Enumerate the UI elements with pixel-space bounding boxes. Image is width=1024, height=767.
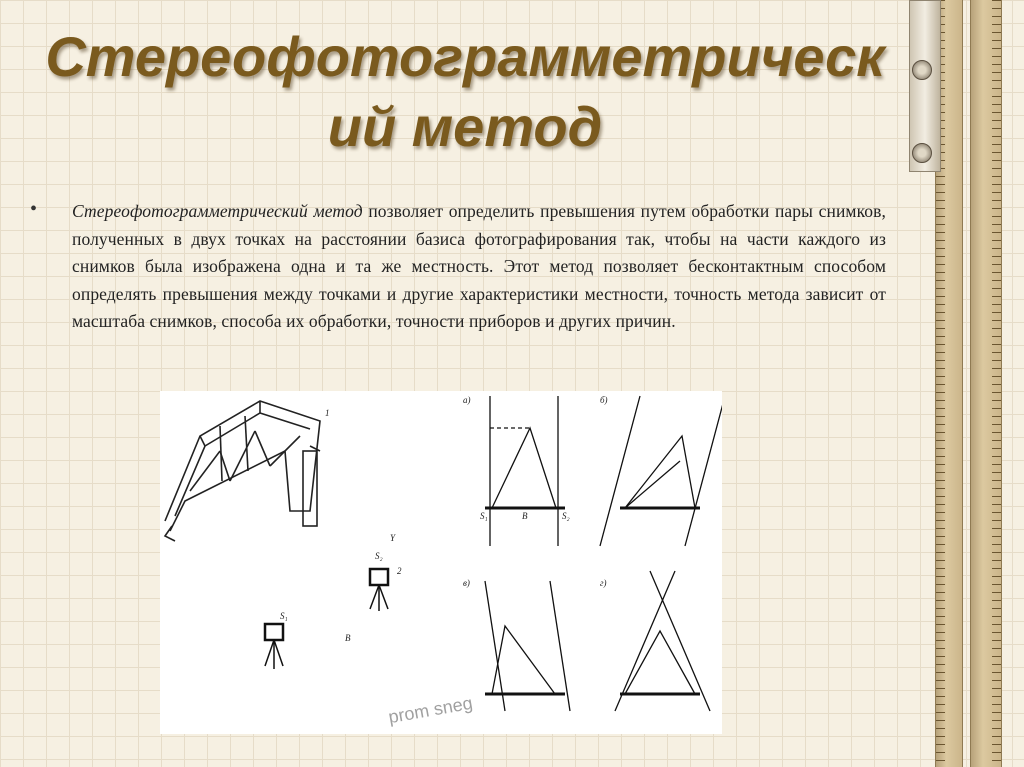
scene-label-y: Y: [390, 533, 396, 543]
panel-a-diagram: [485, 396, 565, 546]
base-label-s1: S₁: [480, 511, 488, 521]
scene-label-s2: S₂: [375, 551, 383, 561]
panel-d-diagram: [615, 571, 710, 711]
base-label-b: B: [522, 511, 528, 521]
watermark-text: prom sneg: [386, 692, 475, 728]
panel-label-d: г): [600, 578, 607, 588]
screw-icon-bottom: [912, 143, 932, 163]
panel-b-diagram: [600, 396, 722, 546]
gantry-drawing: [165, 401, 320, 541]
panel-c-diagram: [485, 581, 570, 711]
bullet-icon: •: [30, 198, 38, 220]
stereo-diagram-figure: [160, 391, 722, 734]
bullet-item: [30, 198, 886, 336]
base-label-s2: S₂: [562, 511, 570, 521]
bullet-term: Стереофотограмметрический метод: [72, 201, 363, 221]
scene-label-1: 1: [325, 408, 330, 418]
panel-label-c: в): [463, 578, 470, 588]
scene-label-b: B: [345, 633, 351, 643]
screw-icon-top: [912, 60, 932, 80]
bullet-body: позволяет определить превышения путем обработки пары снимков, полученных в двух точках на расстоянии базиса фотографирования так, чтобы на части каждого из снимков была изображена одна и та же местность. Этот метод позволяет бесконтактным способом определять превышения между точками и другие характеристики местности, точность метода зависит от масштаба снимков, способа их обработки, точности приборов и других причин.: [72, 201, 886, 331]
stereo-diagram-svg: [160, 391, 722, 734]
bullet-paragraph: [72, 198, 886, 336]
slide-title: Стереофотограмметрический метод: [45, 25, 885, 158]
panel-label-a: а): [463, 395, 471, 405]
scene-label-s1: S₁: [280, 611, 288, 621]
ruler-decoration-right: [970, 0, 1002, 767]
panel-label-b: б): [600, 395, 608, 405]
scene-label-2: 2: [397, 566, 402, 576]
